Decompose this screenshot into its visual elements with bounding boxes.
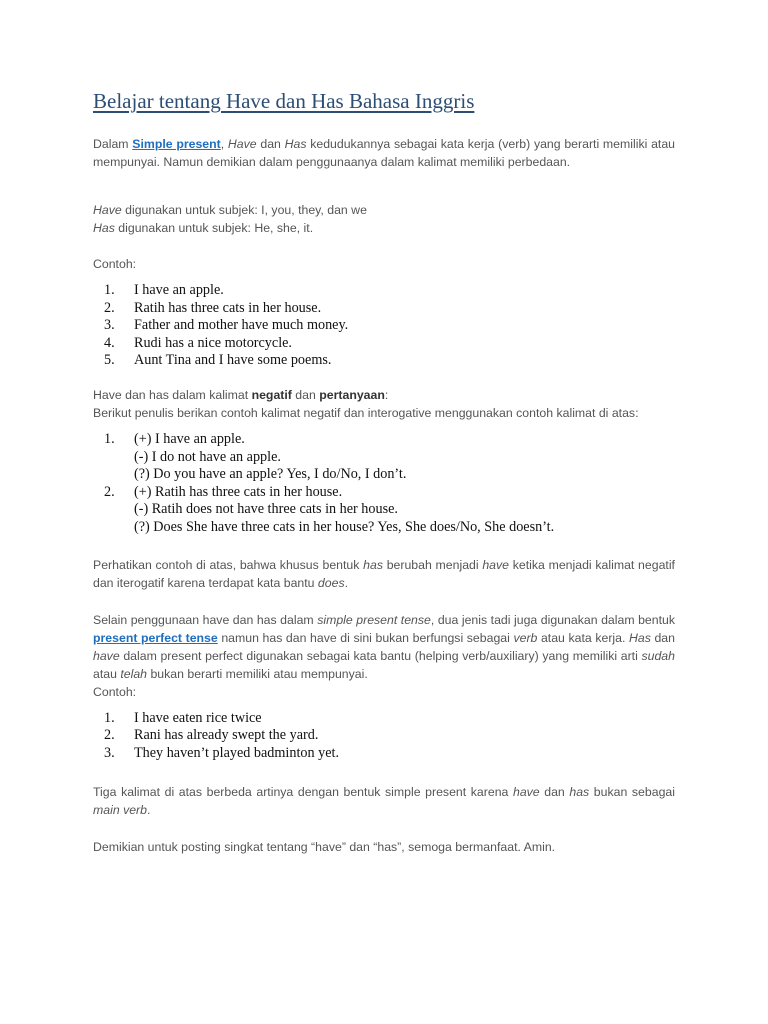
negative-sentence: (-) Ratih does not have three cats in her house. — [134, 501, 398, 518]
have-usage-line: Have digunakan untuk subjek: I, you, they, dan we — [93, 203, 367, 217]
list-item: 1. (+) I have an apple. (-) I do not have an apple. (?) Do you have an apple? Yes, I do/No, I don’t. — [93, 431, 675, 484]
example-list-3 — [93, 710, 675, 763]
contoh-label-2: Contoh: — [93, 684, 137, 699]
note-paragraph-2: Tiga kalimat di atas berbeda artinya dengan bentuk simple present karena have dan has bukan sebagai main verb. — [93, 785, 675, 818]
list-item: 2. (+) Ratih has three cats in her house. (-) Ratih does not have three cats in her house. (?) Does She have three cats in her house? Yes, She does/No, She doesn’t. — [93, 484, 675, 537]
question-sentence: (?) Do you have an apple? Yes, I do/No, I don’t. — [134, 466, 407, 483]
note-paragraph-1: Perhatikan contoh di atas, bahwa khusus bentuk has berubah menjadi have ketika menjadi kalimat negatif dan iterogatif karena terdapat kata bantu does. — [93, 557, 675, 590]
list-item: 1. I have eaten rice twice — [104, 709, 262, 726]
list-item: 1. I have an apple. — [104, 282, 224, 298]
contoh-label: Contoh: — [93, 257, 137, 271]
negative-heading: Have dan has dalam kalimat negatif dan pertanyaan: — [93, 387, 389, 402]
intro-paragraph: Dalam Simple present, Have dan Has kedudukannya sebagai kata kerja (verb) yang berarti memiliki atau mempunyai. Namun demikian dalam penggunaanya dalam kalimat memiliki perbedaan. — [93, 137, 675, 169]
question-sentence: (?) Does She have three cats in her house? Yes, She does/No, She doesn’t. — [134, 518, 555, 535]
present-perfect-paragraph: Selain penggunaan have dan has dalam simple present tense, dua jenis tadi juga digunakan dalam bentuk present perfect tense namun has dan have di sini bukan berfungsi sebagai verb atau kata kerja. Has dan have dalam present perfect digunakan sebagai kata bantu (helping verb/auxiliary) yang memiliki arti sudah atau telah bukan berarti memiliki atau mempunyai. — [93, 612, 675, 681]
list-item: 3. Father and mother have much money. — [104, 317, 349, 334]
closing-paragraph: Demikian untuk posting singkat tentang “have” dan “has”, semoga bermanfaat. Amin. — [93, 840, 556, 855]
simple-present-link[interactable]: Simple present — [132, 137, 221, 151]
list-item: 4. Rudi has a nice motorcycle. — [104, 334, 292, 351]
positive-sentence: (+) Ratih has three cats in her house. — [134, 483, 343, 500]
negative-sentence: (-) I do not have an apple. — [134, 448, 281, 465]
present-perfect-tense-link[interactable]: present perfect tense — [93, 630, 218, 645]
list-item: 2. Rani has already swept the yard. — [104, 727, 319, 744]
document-page — [93, 88, 675, 856]
example-list-2 — [93, 431, 675, 537]
list-item: 3. They haven’t played badminton yet. — [104, 744, 340, 761]
example-list-1 — [93, 282, 675, 370]
list-item: 2. Ratih has three cats in her house. — [104, 299, 322, 316]
list-item: 5. Aunt Tina and I have some poems. — [104, 352, 332, 369]
page-title: Belajar tentang Have dan Has Bahasa Inggris — [93, 89, 475, 113]
has-usage-line: Has digunakan untuk subjek: He, she, it. — [93, 221, 314, 235]
negative-description: Berikut penulis berikan contoh kalimat negatif dan interogative menggunakan contoh kalimat di atas: — [93, 405, 639, 420]
positive-sentence: (+) I have an apple. — [134, 430, 245, 447]
